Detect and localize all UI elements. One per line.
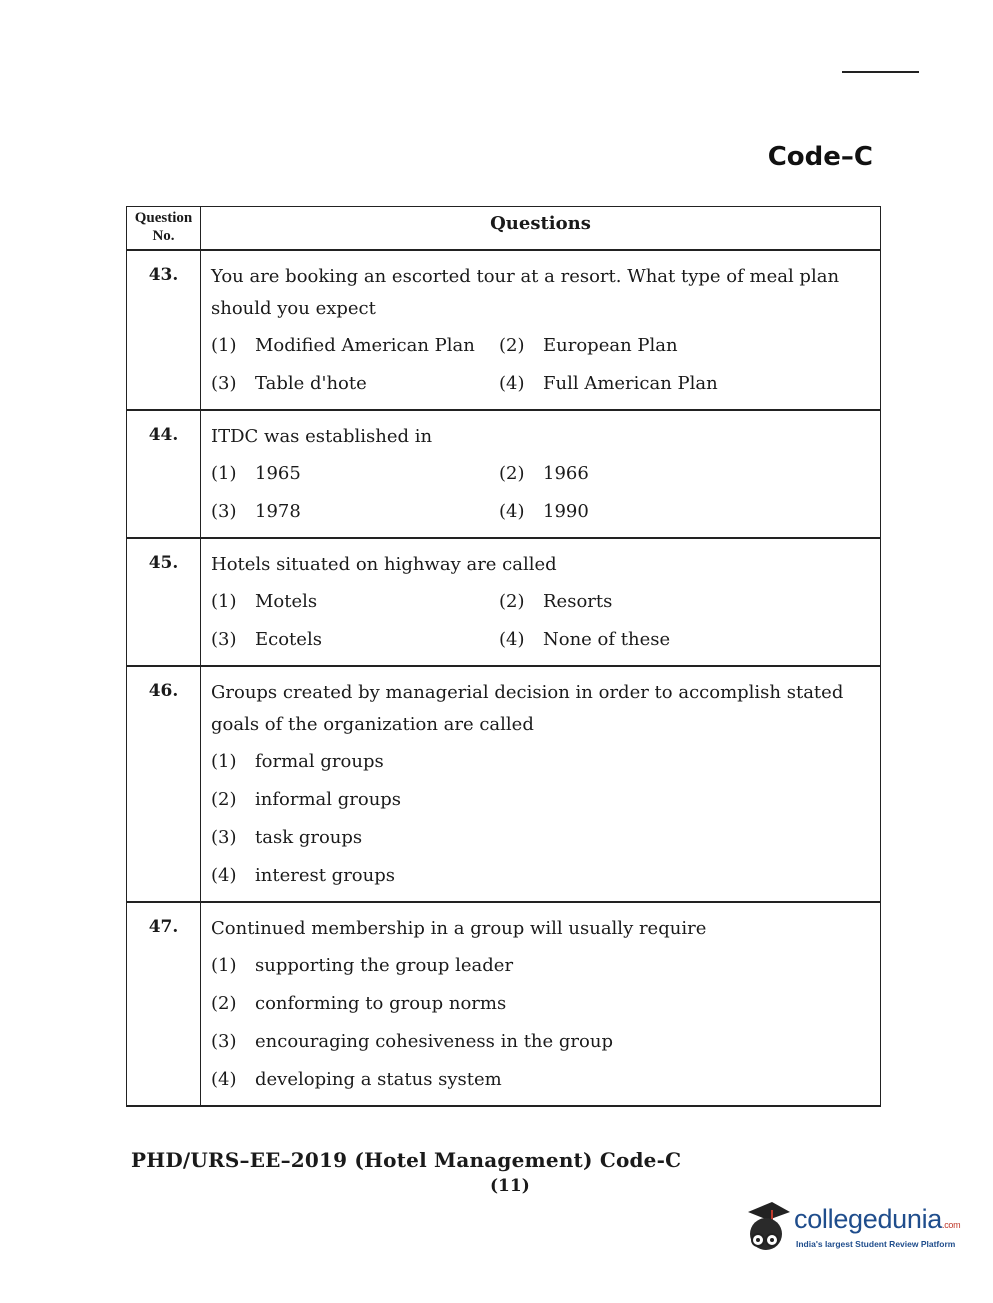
- question-no-header: Question No.: [127, 207, 201, 251]
- options: [211, 951, 876, 1095]
- collegedunia-logo[interactable]: [738, 1198, 968, 1260]
- top-rule: [842, 71, 919, 73]
- logo-com: .com: [942, 1220, 961, 1230]
- options: [211, 587, 876, 655]
- option-4: (4) None of these: [499, 629, 671, 650]
- table-header-row: [127, 207, 881, 251]
- question-row-44: [127, 410, 881, 538]
- paper-code: Code–C: [767, 142, 873, 172]
- question-text: You are booking an escorted tour at a resort. What type of meal plan should you expect: [211, 266, 840, 319]
- questions-header: Questions: [201, 207, 881, 251]
- option-1: (1) Modified American Plan: [211, 335, 475, 356]
- option-3: (3) Ecotels: [211, 629, 322, 650]
- question-text: Groups created by managerial decision in order to accomplish stated goals of the organization are called: [211, 682, 844, 735]
- option-2: (2) European Plan: [499, 335, 678, 356]
- question-text: Continued membership in a group will usually require: [211, 918, 707, 939]
- question-table: [126, 206, 881, 1107]
- logo-wordmark: collegedunia.com: [794, 1204, 961, 1234]
- option-4: (4) 1990: [499, 501, 589, 522]
- option-3: (3) Table d'hote: [211, 373, 367, 394]
- option-2: (2) informal groups: [211, 789, 402, 810]
- question-text: ITDC was established in: [211, 426, 433, 447]
- footer-title: PHD/URS–EE–2019 (Hotel Management) Code-C: [131, 1148, 682, 1172]
- option-1: (1) 1965: [211, 463, 301, 484]
- question-content: [201, 538, 881, 666]
- mascot-icon: [738, 1198, 794, 1260]
- question-number: 45.: [127, 538, 201, 666]
- question-content: [201, 666, 881, 902]
- option-2: (2) Resorts: [499, 591, 613, 612]
- option-3: (3) 1978: [211, 501, 301, 522]
- question-content: [201, 902, 881, 1106]
- question-number: 44.: [127, 410, 201, 538]
- question-content: [201, 410, 881, 538]
- option-2: (2) conforming to group norms: [211, 993, 507, 1014]
- question-number: 43.: [127, 250, 201, 410]
- option-1: (1) Motels: [211, 591, 318, 612]
- option-2: (2) 1966: [499, 463, 589, 484]
- question-number: 46.: [127, 666, 201, 902]
- question-row-46: [127, 666, 881, 902]
- page-number: (11): [490, 1176, 530, 1196]
- question-row-43: [127, 250, 881, 410]
- options: [211, 747, 876, 891]
- options: [211, 459, 876, 527]
- option-3: (3) encouraging cohesiveness in the group: [211, 1031, 613, 1052]
- logo-tagline: India's largest Student Review Platform: [796, 1239, 956, 1249]
- option-4: (4) developing a status system: [211, 1069, 502, 1090]
- option-1: (1) supporting the group leader: [211, 955, 514, 976]
- question-number: 47.: [127, 902, 201, 1106]
- option-4: (4) Full American Plan: [499, 373, 718, 394]
- option-1: (1) formal groups: [211, 751, 384, 772]
- question-row-45: [127, 538, 881, 666]
- question-content: [201, 250, 881, 410]
- option-4: (4) interest groups: [211, 865, 396, 886]
- question-row-47: [127, 902, 881, 1106]
- options: [211, 331, 876, 399]
- option-3: (3) task groups: [211, 827, 363, 848]
- question-text: Hotels situated on highway are called: [211, 554, 557, 575]
